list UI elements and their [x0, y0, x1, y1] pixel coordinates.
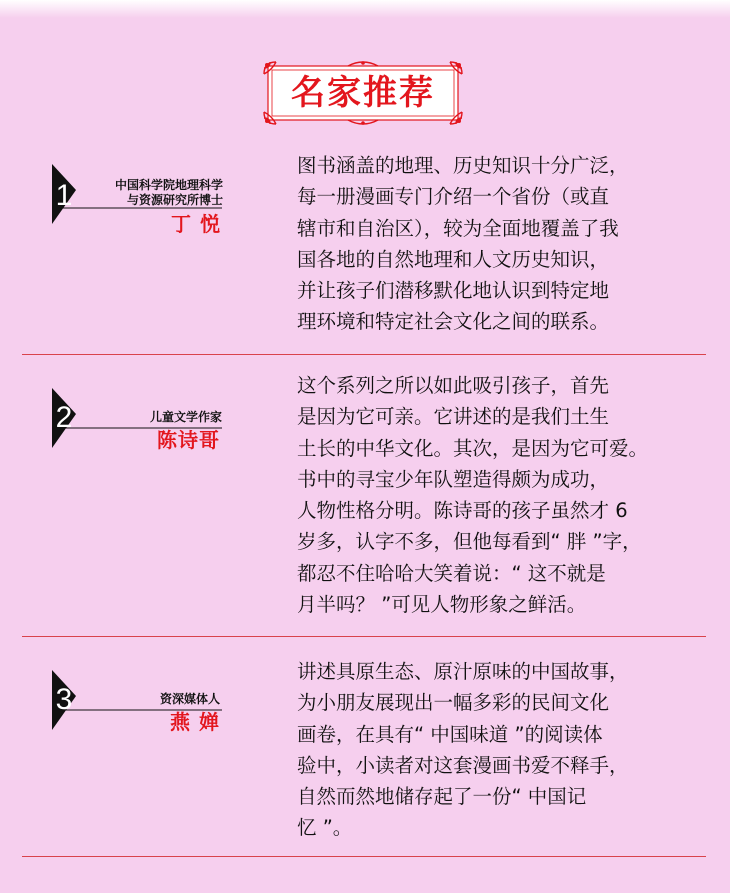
section-divider — [22, 636, 706, 637]
recommender-title-line-2: 与资源研究所博士 — [126, 193, 223, 207]
recommender-name: 丁 悦 — [171, 212, 221, 236]
recommender-number: 3 — [55, 683, 73, 716]
recommender-name: 燕 婵 — [170, 710, 220, 734]
recommender-quote: 图书涵盖的地理、历史知识十分广泛， 每一册漫画专门介绍一个省份（或直 辖市和自治区），较为全面地覆盖了我 国各地的自然地理和人文历史知识， 并让孩子们潜移默化地认识到特定地 理环境和特定社会文化之间的联系。 — [297, 154, 629, 334]
recommender-number: 2 — [55, 401, 73, 434]
top-edge-highlight — [0, 0, 730, 18]
recommender-number: 1 — [55, 179, 73, 212]
recommender-name: 陈诗哥 — [157, 428, 220, 452]
recommender-title-line-1: 儿童文学作家 — [149, 410, 222, 424]
recommender-quote: 讲述具原生态、原汁原味的中国故事， 为小朋友展现出一幅多彩的民间文化 画卷，在具有“ 中国味道 ”的阅读体 验中，小读者对这套漫画书爱不释手， 自然而然地储存起了一份“ 中国记 忆 ”。 — [297, 660, 629, 840]
recommender-quote: 这个系列之所以如此吸引孩子，首先 是因为它可亲。它讲述的是我们土生 土长的中华文化。其次，是因为它可爱。 书中的寻宝少年队塑造得颇为成功， 人物性格分明。陈诗哥的孩子虽然才 6 岁多，认字不多，但他每看到“ 胖 ”字， 都忍不住哈哈大笑着说：“ 这不就是 月半吗？ ”可见人物形象之鲜活。 — [297, 374, 649, 617]
section-title-plaque — [262, 60, 464, 126]
section-divider — [22, 354, 706, 355]
section-divider — [22, 856, 706, 857]
section-title: 名家推荐 — [291, 73, 435, 113]
recommender-title-line-1: 中国科学院地理科学 — [114, 178, 223, 192]
recommender-title-line-1: 资深媒体人 — [159, 692, 220, 706]
